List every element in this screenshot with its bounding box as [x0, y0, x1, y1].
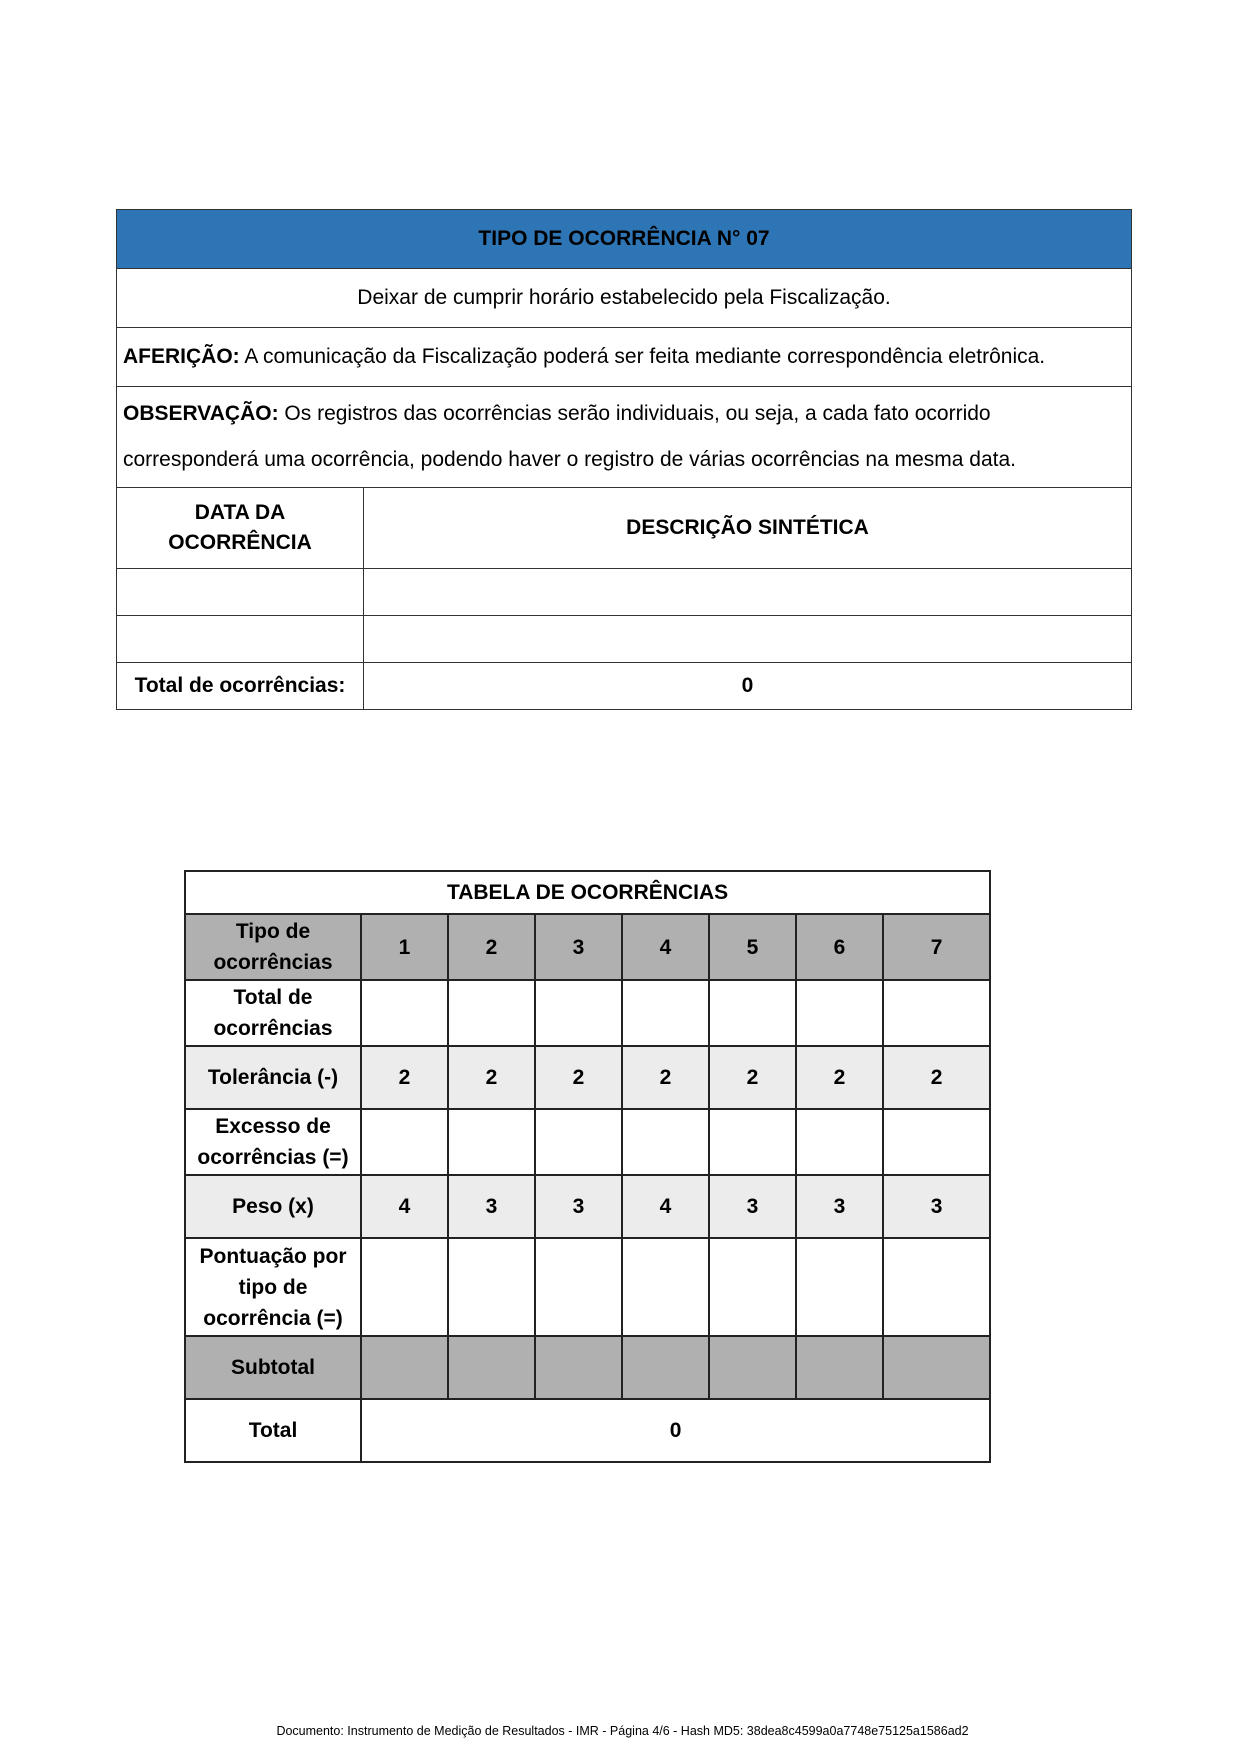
grand-total-label: Total — [185, 1399, 361, 1462]
tolerancia-cell: 2 — [883, 1046, 990, 1109]
pontuacao-cell[interactable] — [361, 1238, 448, 1336]
excesso-cell[interactable] — [883, 1109, 990, 1175]
tolerancia-cell: 2 — [709, 1046, 796, 1109]
subtotal-cell[interactable] — [535, 1336, 622, 1399]
total-ocorrencias-label: Total de ocorrências — [185, 980, 361, 1046]
excesso-label: Excesso de ocorrências (=) — [185, 1109, 361, 1175]
pontuacao-cell[interactable] — [535, 1238, 622, 1336]
peso-cell: 4 — [622, 1175, 709, 1238]
pontuacao-cell[interactable] — [709, 1238, 796, 1336]
total-occurrences-value: 0 — [364, 663, 1132, 710]
date-header-line1: DATA DA — [194, 501, 286, 524]
tolerancia-cell: 2 — [448, 1046, 535, 1109]
observacao-row — [117, 387, 1132, 488]
subtotal-cell[interactable] — [883, 1336, 990, 1399]
observacao-label: OBSERVAÇÃO: — [123, 402, 279, 425]
afericao-label: AFERIÇÃO: — [123, 345, 240, 368]
total-ocorrencias-cell[interactable] — [709, 980, 796, 1046]
peso-cell: 3 — [448, 1175, 535, 1238]
excesso-cell[interactable] — [448, 1109, 535, 1175]
subtotal-cell[interactable] — [796, 1336, 883, 1399]
tolerancia-cell: 2 — [535, 1046, 622, 1109]
pontuacao-cell[interactable] — [883, 1238, 990, 1336]
tipo-cell: 2 — [448, 914, 535, 980]
occurrence-title: TIPO DE OCORRÊNCIA N° 07 — [117, 210, 1132, 269]
peso-cell: 3 — [883, 1175, 990, 1238]
subtotal-cell[interactable] — [709, 1336, 796, 1399]
pontuacao-cell[interactable] — [796, 1238, 883, 1336]
subtotal-cell[interactable] — [448, 1336, 535, 1399]
summary-table-title: TABELA DE OCORRÊNCIAS — [185, 871, 990, 914]
total-ocorrencias-cell[interactable] — [796, 980, 883, 1046]
occurrence-description: Deixar de cumprir horário estabelecido pela Fiscalização. — [117, 269, 1132, 328]
footer-text: Documento: Instrumento de Medição de Resultados - IMR - Página 4/6 - Hash MD5: 38dea8c4599a0a7748e75125a1586ad2 — [276, 1724, 969, 1738]
tolerancia-cell: 2 — [622, 1046, 709, 1109]
total-ocorrencias-cell[interactable] — [448, 980, 535, 1046]
tolerancia-label: Tolerância (-) — [185, 1046, 361, 1109]
date-header-line2: OCORRÊNCIA — [168, 531, 312, 554]
excesso-cell[interactable] — [535, 1109, 622, 1175]
total-occurrences-label: Total de ocorrências: — [117, 663, 364, 710]
pontuacao-cell[interactable] — [448, 1238, 535, 1336]
subtotal-cell[interactable] — [361, 1336, 448, 1399]
tolerancia-cell: 2 — [796, 1046, 883, 1109]
total-ocorrencias-cell[interactable] — [361, 980, 448, 1046]
tipo-cell: 5 — [709, 914, 796, 980]
description-cell[interactable] — [364, 616, 1132, 663]
total-ocorrencias-cell[interactable] — [622, 980, 709, 1046]
excesso-cell[interactable] — [361, 1109, 448, 1175]
occurrences-summary-table — [184, 870, 991, 1463]
tipo-cell: 6 — [796, 914, 883, 980]
observacao-text: Os registros das ocorrências serão individuais, ou seja, a cada fato ocorrido corresponderá uma ocorrência, podendo haver o registro de várias ocorrências na mesma data. — [123, 402, 1016, 471]
peso-cell: 4 — [361, 1175, 448, 1238]
page-footer — [0, 1724, 1241, 1738]
afericao-row — [117, 328, 1132, 387]
description-column-header: DESCRIÇÃO SINTÉTICA — [364, 488, 1132, 569]
date-cell[interactable] — [117, 569, 364, 616]
excesso-cell[interactable] — [709, 1109, 796, 1175]
date-cell[interactable] — [117, 616, 364, 663]
occurrence-type-table — [116, 209, 1132, 710]
tolerancia-cell: 2 — [361, 1046, 448, 1109]
subtotal-label: Subtotal — [185, 1336, 361, 1399]
date-column-header — [117, 488, 364, 569]
tipo-label: Tipo de ocorrências — [185, 914, 361, 980]
grand-total-value: 0 — [361, 1399, 990, 1462]
excesso-cell[interactable] — [796, 1109, 883, 1175]
peso-cell: 3 — [709, 1175, 796, 1238]
description-cell[interactable] — [364, 569, 1132, 616]
subtotal-cell[interactable] — [622, 1336, 709, 1399]
tipo-cell: 3 — [535, 914, 622, 980]
peso-cell: 3 — [796, 1175, 883, 1238]
tipo-cell: 4 — [622, 914, 709, 980]
tipo-cell: 1 — [361, 914, 448, 980]
total-ocorrencias-cell[interactable] — [535, 980, 622, 1046]
afericao-text: A comunicação da Fiscalização poderá ser feita mediante correspondência eletrônica. — [239, 345, 1046, 368]
peso-cell: 3 — [535, 1175, 622, 1238]
pontuacao-cell[interactable] — [622, 1238, 709, 1336]
excesso-cell[interactable] — [622, 1109, 709, 1175]
peso-label: Peso (x) — [185, 1175, 361, 1238]
pontuacao-label: Pontuação por tipo de ocorrência (=) — [185, 1238, 361, 1336]
tipo-cell: 7 — [883, 914, 990, 980]
total-ocorrencias-cell[interactable] — [883, 980, 990, 1046]
